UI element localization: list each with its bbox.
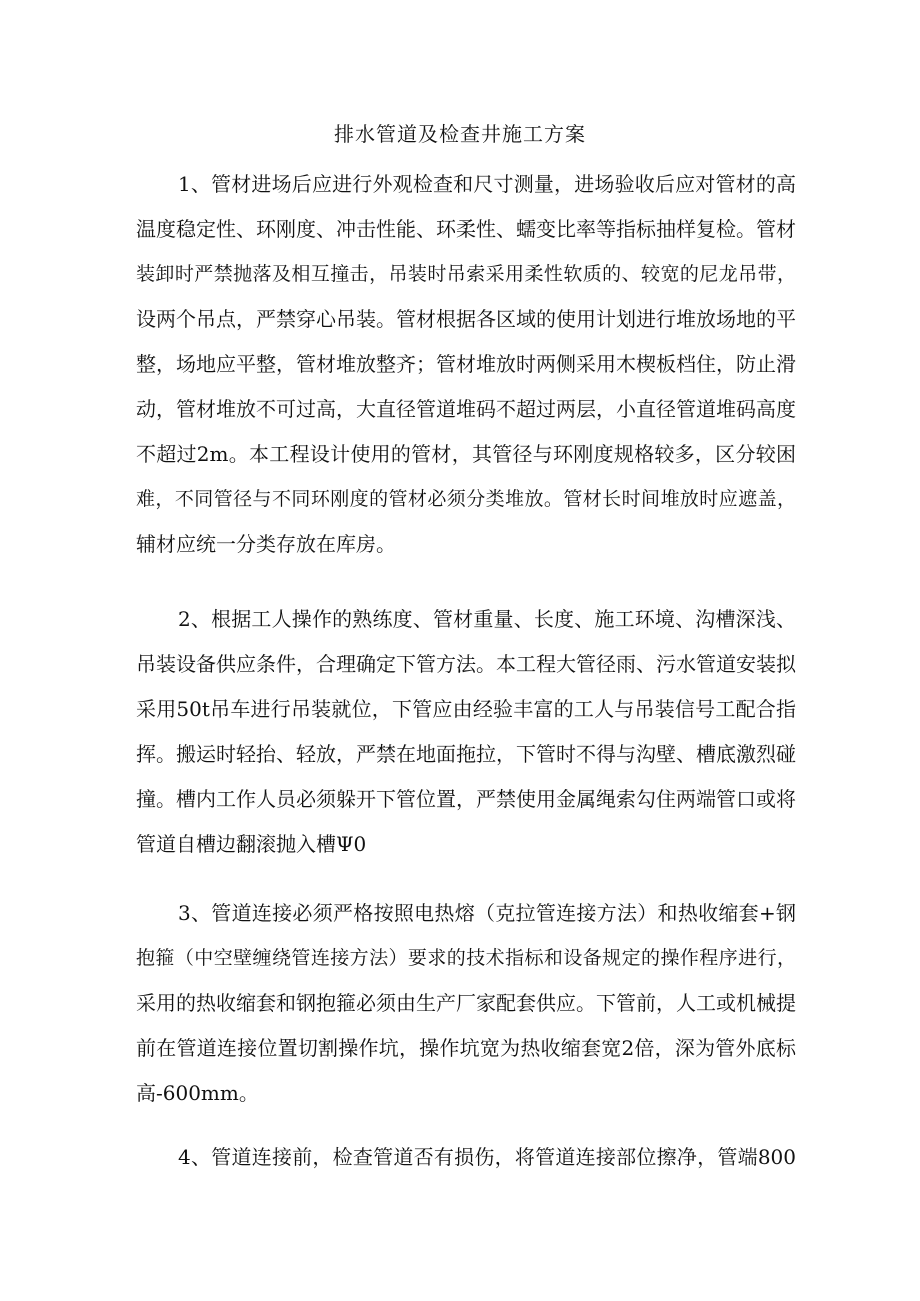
text-line: 抱箍（中空壁缠绕管连接方法）要求的技术指标和设备规定的操作程序进行， — [136, 947, 796, 969]
text-line: 撞。槽内工作人员必须躲开下管位置，严禁使用金属绳索勾住两端管口或将 — [136, 787, 796, 811]
text-line: 辅材应统一分类存放在库房。 — [136, 532, 396, 556]
paragraph-1 — [136, 162, 796, 567]
text-line: 挥。搬运时轻抬、轻放，严禁在地面拖拉，下管时不得与沟壁、槽底激烈碰 — [136, 742, 796, 766]
text-line: 前在管道连接位置切割操作坑，操作坑宽为热收缩套宽2倍，深为管外底标 — [136, 1036, 796, 1060]
text-line: 采用50t吊车进行吊装就位，下管应由经验丰富的工人与吊装信号工配合指 — [136, 697, 796, 721]
text-line: 高-600mm。 — [136, 1081, 259, 1105]
paragraph-3 — [136, 891, 796, 1116]
text-line: 4、管道连接前，检查管道否有损伤，将管道连接部位擦净，管端800 — [178, 1145, 796, 1169]
text-line: 吊装设备供应条件，合理确定下管方法。本工程大管径雨、污水管道安装拟 — [136, 652, 796, 676]
text-line: 温度稳定性、环刚度、冲击性能、环柔性、蠕变比率等指标抽样复检。管材 — [136, 217, 796, 241]
text-line: 2、根据工人操作的熟练度、管材重量、长度、施工环境、沟槽深浅、 — [178, 607, 796, 631]
paragraph-2 — [136, 597, 796, 867]
text-line: 动，管材堆放不可过高，大直径管道堆码不超过两层，小直径管道堆码高度 — [136, 397, 796, 421]
text-line: 整，场地应平整，管材堆放整齐；管材堆放时两侧采用木楔板档住，防止滑 — [136, 352, 796, 376]
page-title: 排水管道及检查井施工方案 — [334, 122, 586, 146]
text-line: 管道自槽边翻滚抛入槽Ψ0 — [136, 832, 367, 856]
text-line: 难，不同管径与不同环刚度的管材必须分类堆放。管材长时间堆放时应遮盖， — [136, 488, 796, 510]
text-line: 装卸时严禁抛落及相互撞击，吊装时吊索采用柔性软质的、较宽的尼龙吊带， — [136, 263, 796, 285]
text-line: 设两个吊点，严禁穿心吊装。管材根据各区域的使用计划进行堆放场地的平 — [136, 307, 796, 331]
paragraph-4 — [136, 1135, 796, 1180]
text-line: 不超过2m。本工程设计使用的管材，其管径与环刚度规格较多，区分较困 — [136, 442, 796, 466]
text-line: 1、管材进场后应进行外观检查和尺寸测量，进场验收后应对管材的高 — [178, 172, 796, 196]
text-line: 3、管道连接必须严格按照电热熔（克拉管连接方法）和热收缩套+钢 — [178, 901, 796, 925]
text-line: 采用的热收缩套和钢抱箍必须由生产厂家配套供应。下管前，人工或机械提 — [136, 991, 796, 1015]
